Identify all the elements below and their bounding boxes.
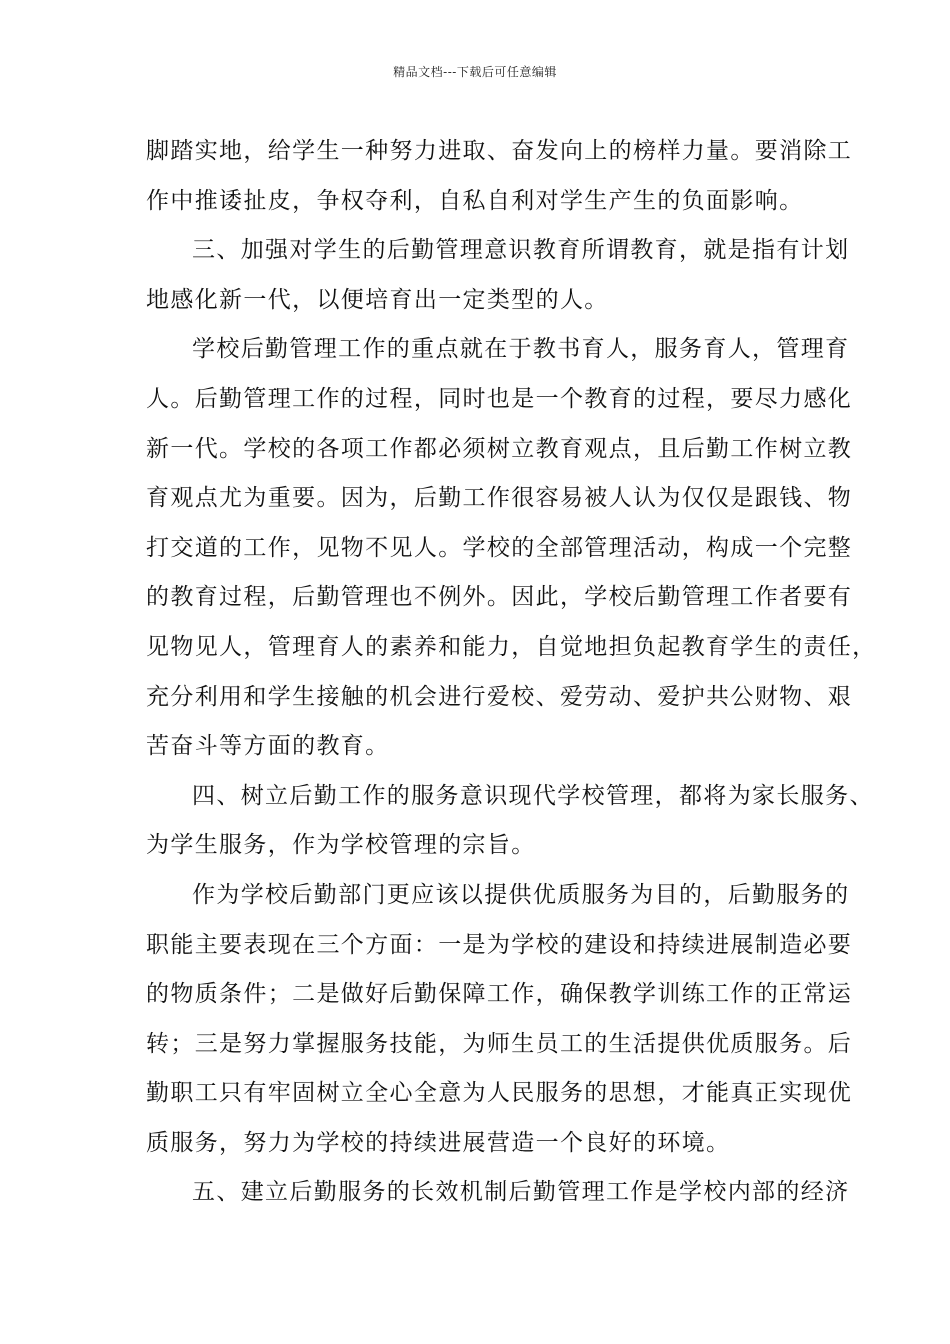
text-line: 地感化新一代，以便培育出一定类型的人。 [146, 286, 609, 313]
text-line: 职能主要表现在三个方面：一是为学校的建设和持续进展制造必要 [146, 931, 853, 958]
text-line: 五、建立后勤服务的长效机制后勤管理工作是学校内部的经济 [192, 1179, 850, 1206]
text-line: 作中推诿扯皮，争权夺利，自私自利对学生产生的负面影响。 [146, 187, 804, 214]
text-line: 质服务，努力为学校的持续进展营造一个良好的环境。 [146, 1129, 731, 1156]
text-line: 的物质条件；二是做好后勤保障工作，确保教学训练工作的正常运 [146, 981, 853, 1008]
page-header: 精品文档---下载后可任意编辑 [393, 65, 557, 79]
text-line: 新一代。学校的各项工作都必须树立教育观点，且后勤工作树立教 [146, 435, 853, 462]
text-line: 三、加强对学生的后勤管理意识教育所谓教育，就是指有计划 [192, 237, 850, 264]
text-line: 育观点尤为重要。因为，后勤工作很容易被人认为仅仅是跟钱、物 [146, 485, 853, 512]
text-line: 勤职工只有牢固树立全心全意为人民服务的思想，才能真正实现优 [146, 1080, 853, 1107]
text-line: 学校后勤管理工作的重点就在于教书育人，服务育人，管理育 [192, 336, 850, 363]
text-line: 苦奋斗等方面的教育。 [146, 733, 390, 760]
text-line: 充分利用和学生接触的机会进行爱校、爱劳动、爱护共公财物、艰 [146, 683, 853, 710]
text-line: 脚踏实地，给学生一种努力进取、奋发向上的榜样力量。要消除工 [146, 138, 853, 164]
text-line: 人。后勤管理工作的过程，同时也是一个教育的过程，要尽力感化 [146, 385, 853, 412]
text-line: 为学生服务，作为学校管理的宗旨。 [146, 832, 536, 859]
text-line: 的教育过程，后勤管理也不例外。因此，学校后勤管理工作者要有 [146, 584, 853, 611]
text-line: 见物见人，管理育人的素养和能力，自觉地担负起教育学生的责任， [146, 633, 877, 660]
text-line: 作为学校后勤部门更应该以提供优质服务为目的，后勤服务的 [192, 881, 850, 908]
text-line: 打交道的工作，见物不见人。学校的全部管理活动，构成一个完整 [146, 534, 853, 561]
document-body [146, 127, 877, 1218]
text-line: 转；三是努力掌握服务技能，为师生员工的生活提供优质服务。后 [146, 1030, 853, 1057]
text-line: 四、树立后勤工作的服务意识现代学校管理，都将为家长服务、 [192, 782, 874, 809]
